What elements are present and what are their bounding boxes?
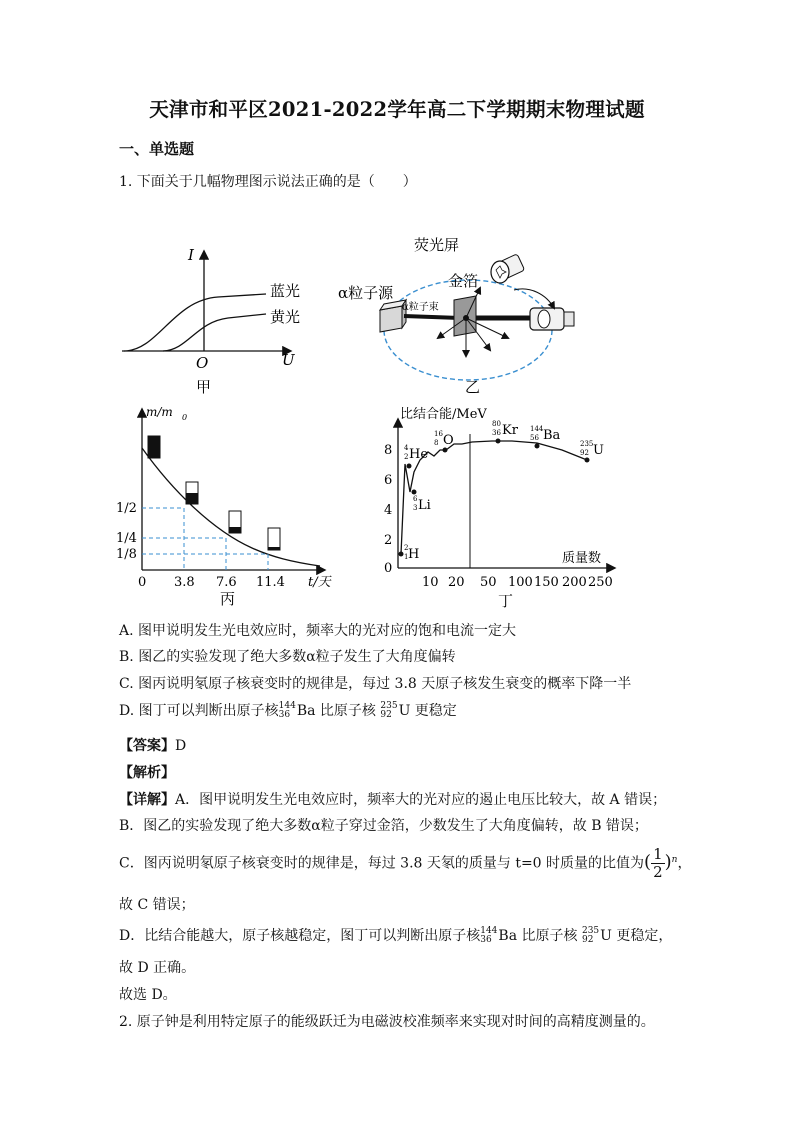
detail-a (119, 789, 666, 809)
ba-a: 144 (530, 425, 544, 433)
option-d-mid: Ba 比原子核 (296, 703, 376, 719)
option-d-pre: D. 图丁可以判断出原子核 (119, 703, 279, 719)
u-sym: U (593, 443, 604, 458)
option-d-post: U 更稳定 (398, 703, 457, 719)
kr-sym: Kr (502, 423, 518, 438)
axis-i-label: I (188, 246, 194, 264)
tick-x-11.4: 11.4 (256, 575, 285, 590)
detail-b: B．图乙的实验发现了绝大多数α粒子穿过金箔，少数发生了大角度偏转，故 B 错误； (119, 818, 648, 834)
answer-value: D (175, 738, 187, 754)
option-b: B. 图乙的实验发现了绝大多数α粒子发生了大角度偏转 (119, 649, 456, 665)
yellow-light-curve (163, 314, 266, 351)
figure-jia (118, 240, 308, 400)
li-z: 3 (413, 504, 418, 512)
tick-half: 1/2 (116, 501, 137, 516)
ding-y-8: 8 (384, 443, 393, 458)
detail-c: C．图丙说明氡原子核衰变时的规律是，每过 3.8 天氡的质量与 t=0 时质量的比值为( $\frac{1}{2}$ )$^n$， (119, 845, 692, 881)
detail-a-text: A．图甲说明发生光电效应时，频率大的光对应的遏止电压比较大，故 A 错误； (175, 792, 667, 808)
o-sym: O (443, 433, 454, 448)
answer-line (119, 735, 186, 755)
detail-d (119, 925, 672, 945)
ba-sym: Ba (543, 428, 561, 443)
ding-x-100: 100 (508, 575, 533, 590)
detail-d-ba-nuc: 144 36 (480, 926, 498, 945)
he-a: 4 (404, 444, 409, 452)
blue-light-curve (124, 294, 266, 351)
he-z: 2 (404, 453, 409, 461)
origin-label: O (196, 354, 209, 372)
ding-y-4: 4 (384, 503, 393, 518)
analysis-tag-text: 【解析】 (119, 765, 175, 781)
detail-d2: 故 D 正确。 (119, 960, 196, 976)
he-sym: He (409, 447, 429, 462)
ba-z: 56 (530, 434, 539, 442)
question-1-stem: 1. 下面关于几幅物理图示说法正确的是（ ） (119, 174, 417, 190)
section-heading: 一、单选题 (119, 140, 195, 158)
option-d-u-nuc: 235 92 (380, 701, 398, 720)
detail-c2: 故 C 错误； (119, 897, 195, 913)
u-z: 92 (580, 449, 589, 457)
li-sym: Li (418, 498, 431, 513)
detail-d-pre: D．比结合能越大，原子核越稳定，图丁可以判断出原子核 (119, 928, 481, 944)
figure-bing (112, 400, 342, 610)
axis-u-label: U (282, 351, 295, 369)
detail-c-end: ， (677, 855, 692, 872)
tick-x-7.6: 7.6 (216, 575, 237, 590)
detail-tag: 【详解】 (119, 792, 175, 808)
detail-c-text: C．图丙说明氡原子核衰变时的规律是，每过 3.8 天氡的质量与 t=0 时质量的比值为 (119, 855, 645, 872)
yellow-light-label: 黄光 (270, 308, 301, 326)
conclusion: 故选 D。 (119, 987, 177, 1003)
kr-z: 36 (492, 429, 501, 437)
kr-a: 80 (492, 420, 501, 428)
figure-yi (330, 228, 590, 398)
bing-y-label: m/m (146, 405, 173, 419)
source-label: α粒子源 (338, 284, 394, 302)
tick-x-3.8: 3.8 (174, 575, 195, 590)
answer-tag: 【答案】 (119, 738, 175, 754)
u-a: 235 (580, 440, 594, 448)
blue-light-label: 蓝光 (270, 282, 301, 300)
ding-y-0: 0 (384, 561, 393, 576)
caption-jia: 甲 (196, 378, 212, 396)
question-2-stem: 2. 原子钟是利用特定原子的能级跃迁为电磁波校准频率来实现对时间的高精度测量的。 (119, 1014, 655, 1030)
foil-label: 金箔 (448, 272, 479, 290)
h-z: 1 (404, 553, 409, 561)
screen-label: 荧光屏 (414, 236, 460, 254)
ding-x-10: 10 (422, 575, 439, 590)
h-a: 2 (404, 544, 409, 552)
figure-ding (372, 400, 622, 612)
option-a: A. 图甲说明发生光电效应时，频率大的光对应的饱和电流一定大 (119, 623, 517, 639)
ding-y-6: 6 (384, 473, 393, 488)
ding-x-200: 200 (562, 575, 587, 590)
li-a: 6 (413, 495, 418, 503)
tick-eighth: 1/8 (116, 547, 137, 562)
option-c: C. 图丙说明氡原子核衰变时的规律是，每过 3.8 天原子核发生衰变的概率下降一半 (119, 676, 632, 692)
option-d (119, 700, 457, 720)
option-d-ba-nuc: 144 36 (278, 701, 296, 720)
ding-x-250: 250 (588, 575, 613, 590)
ding-y-2: 2 (384, 533, 393, 548)
o-z: 8 (434, 439, 439, 447)
caption-ding: 丁 (498, 592, 514, 610)
ding-x-150: 150 (534, 575, 559, 590)
detail-d-mid: Ba 比原子核 (498, 928, 578, 944)
caption-yi: 乙 (465, 378, 481, 396)
ding-x-20: 20 (448, 575, 465, 590)
tick-quarter: 1/4 (116, 531, 137, 546)
ding-x-label: 质量数 (562, 551, 602, 566)
decay-curve (142, 448, 320, 566)
bing-x-label: t/天 (308, 575, 331, 590)
detail-d-u-nuc: 235 92 (581, 926, 600, 945)
page-title: 天津市和平区2021-2022学年高二下学期期末物理试题 (149, 98, 645, 121)
detail-d-post: U 更稳定， (600, 928, 673, 944)
ding-y-label: 比结合能/MeV (400, 407, 487, 422)
tick-x-0: 0 (138, 575, 147, 590)
fraction-half: $\frac{1}{2}$ (653, 845, 663, 881)
caption-bing: 丙 (220, 590, 236, 608)
analysis-tag (119, 762, 175, 782)
exponent-n: n (671, 854, 678, 865)
h-sym: H (408, 547, 420, 562)
ding-x-50: 50 (480, 575, 497, 590)
bing-y-sub: 0 (182, 413, 188, 422)
beam-label: α粒子束 (402, 302, 439, 313)
o-a: 16 (434, 430, 443, 438)
